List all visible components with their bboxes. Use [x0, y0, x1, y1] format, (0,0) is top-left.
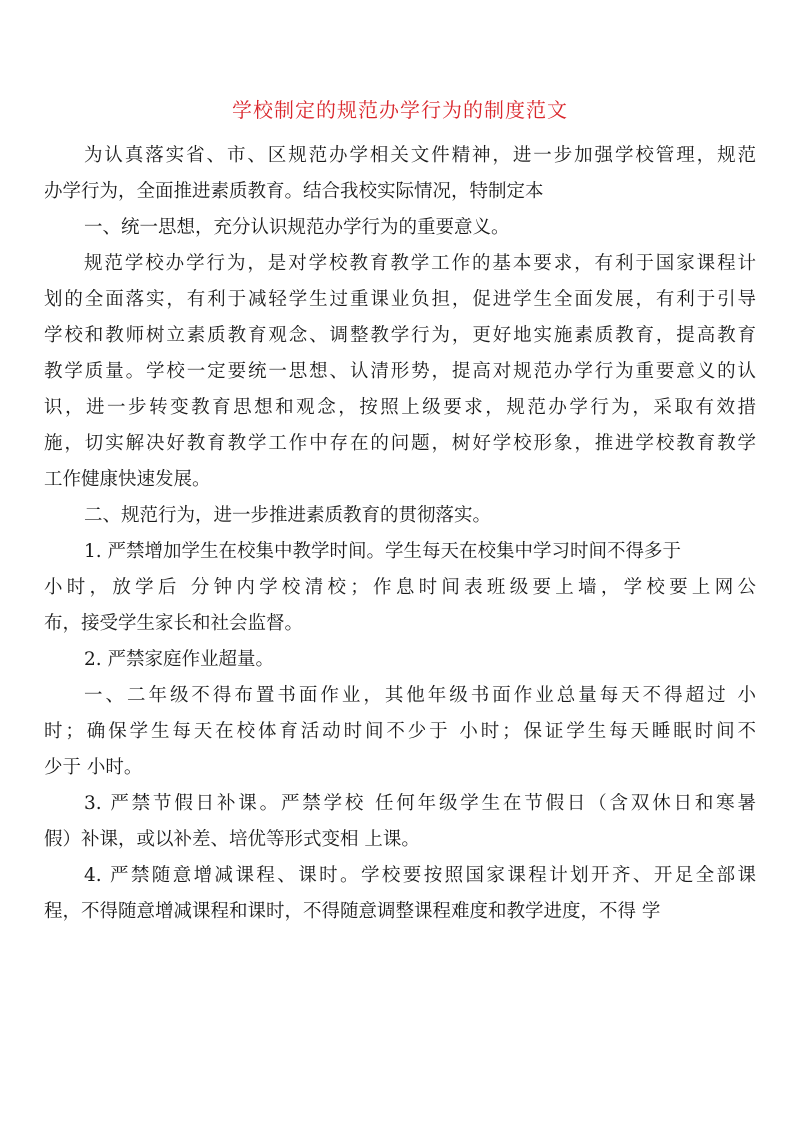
text-line: 一、二年级不得布置书面作业，其他年级书面作业总量每天不得超过 小: [84, 685, 756, 706]
text-line: 布，接受学生家长和社会监督。: [44, 613, 304, 634]
text-line: 一、统一思想，充分认识规范办学行为的重要意义。: [84, 217, 510, 238]
text-line: 办学行为，全面推进素质教育。结合我校实际情况，特制定本: [44, 181, 544, 202]
text-line: 时；确保学生每天在校体育活动时间不少于 小时；保证学生每天睡眠时间不: [44, 721, 756, 742]
text-line: 小时，放学后 分钟内学校清校；作息时间表班级要上墙，学校要上网公: [44, 577, 756, 598]
text-line: 规范学校办学行为，是对学校教育教学工作的基本要求，有利于国家课程计: [84, 253, 756, 274]
text-line: 程，不得随意增减课程和课时，不得随意调整课程难度和教学进度，不得 学: [44, 901, 661, 922]
text-line: 为认真落实省、市、区规范办学相关文件精神，进一步加强学校管理，规范: [84, 145, 756, 166]
document-body: [44, 138, 756, 930]
text-line: 2. 严禁家庭作业超量。: [84, 649, 275, 670]
text-line: 识，进一步转变教育思想和观念，按照上级要求，规范办学行为，采取有效措: [44, 397, 756, 418]
text-line: 教学质量。学校一定要统一思想、认清形势，提高对规范办学行为重要意义的认: [44, 361, 756, 382]
text-line: 学校和教师树立素质教育观念、调整教学行为，更好地实施素质教育，提高教育: [44, 325, 756, 346]
text-line: 工作健康快速发展。: [44, 469, 211, 490]
text-line: 少于 小时。: [44, 757, 143, 778]
text-line: 3. 严禁节假日补课。严禁学校 任何年级学生在节假日（含双休日和寒暑: [84, 793, 756, 814]
text-line: 划的全面落实，有利于减轻学生过重课业负担，促进学生全面发展，有利于引导: [44, 289, 756, 310]
text-line: 1. 严禁增加学生在校集中教学时间。学生每天在校集中学习时间不得多于: [84, 541, 682, 562]
text-line: 假）补课，或以补差、培优等形式变相 上课。: [44, 829, 420, 850]
text-line: 4. 严禁随意增减课程、课时。学校要按照国家课程计划开齐、开足全部课: [84, 865, 756, 886]
text-line: 施，切实解决好教育教学工作中存在的问题，树好学校形象，推进学校教育教学: [44, 433, 756, 454]
document-title: 学校制定的规范办学行为的制度范文: [232, 98, 568, 122]
text-line: 二、规范行为，进一步推进素质教育的贯彻落实。: [84, 505, 492, 526]
